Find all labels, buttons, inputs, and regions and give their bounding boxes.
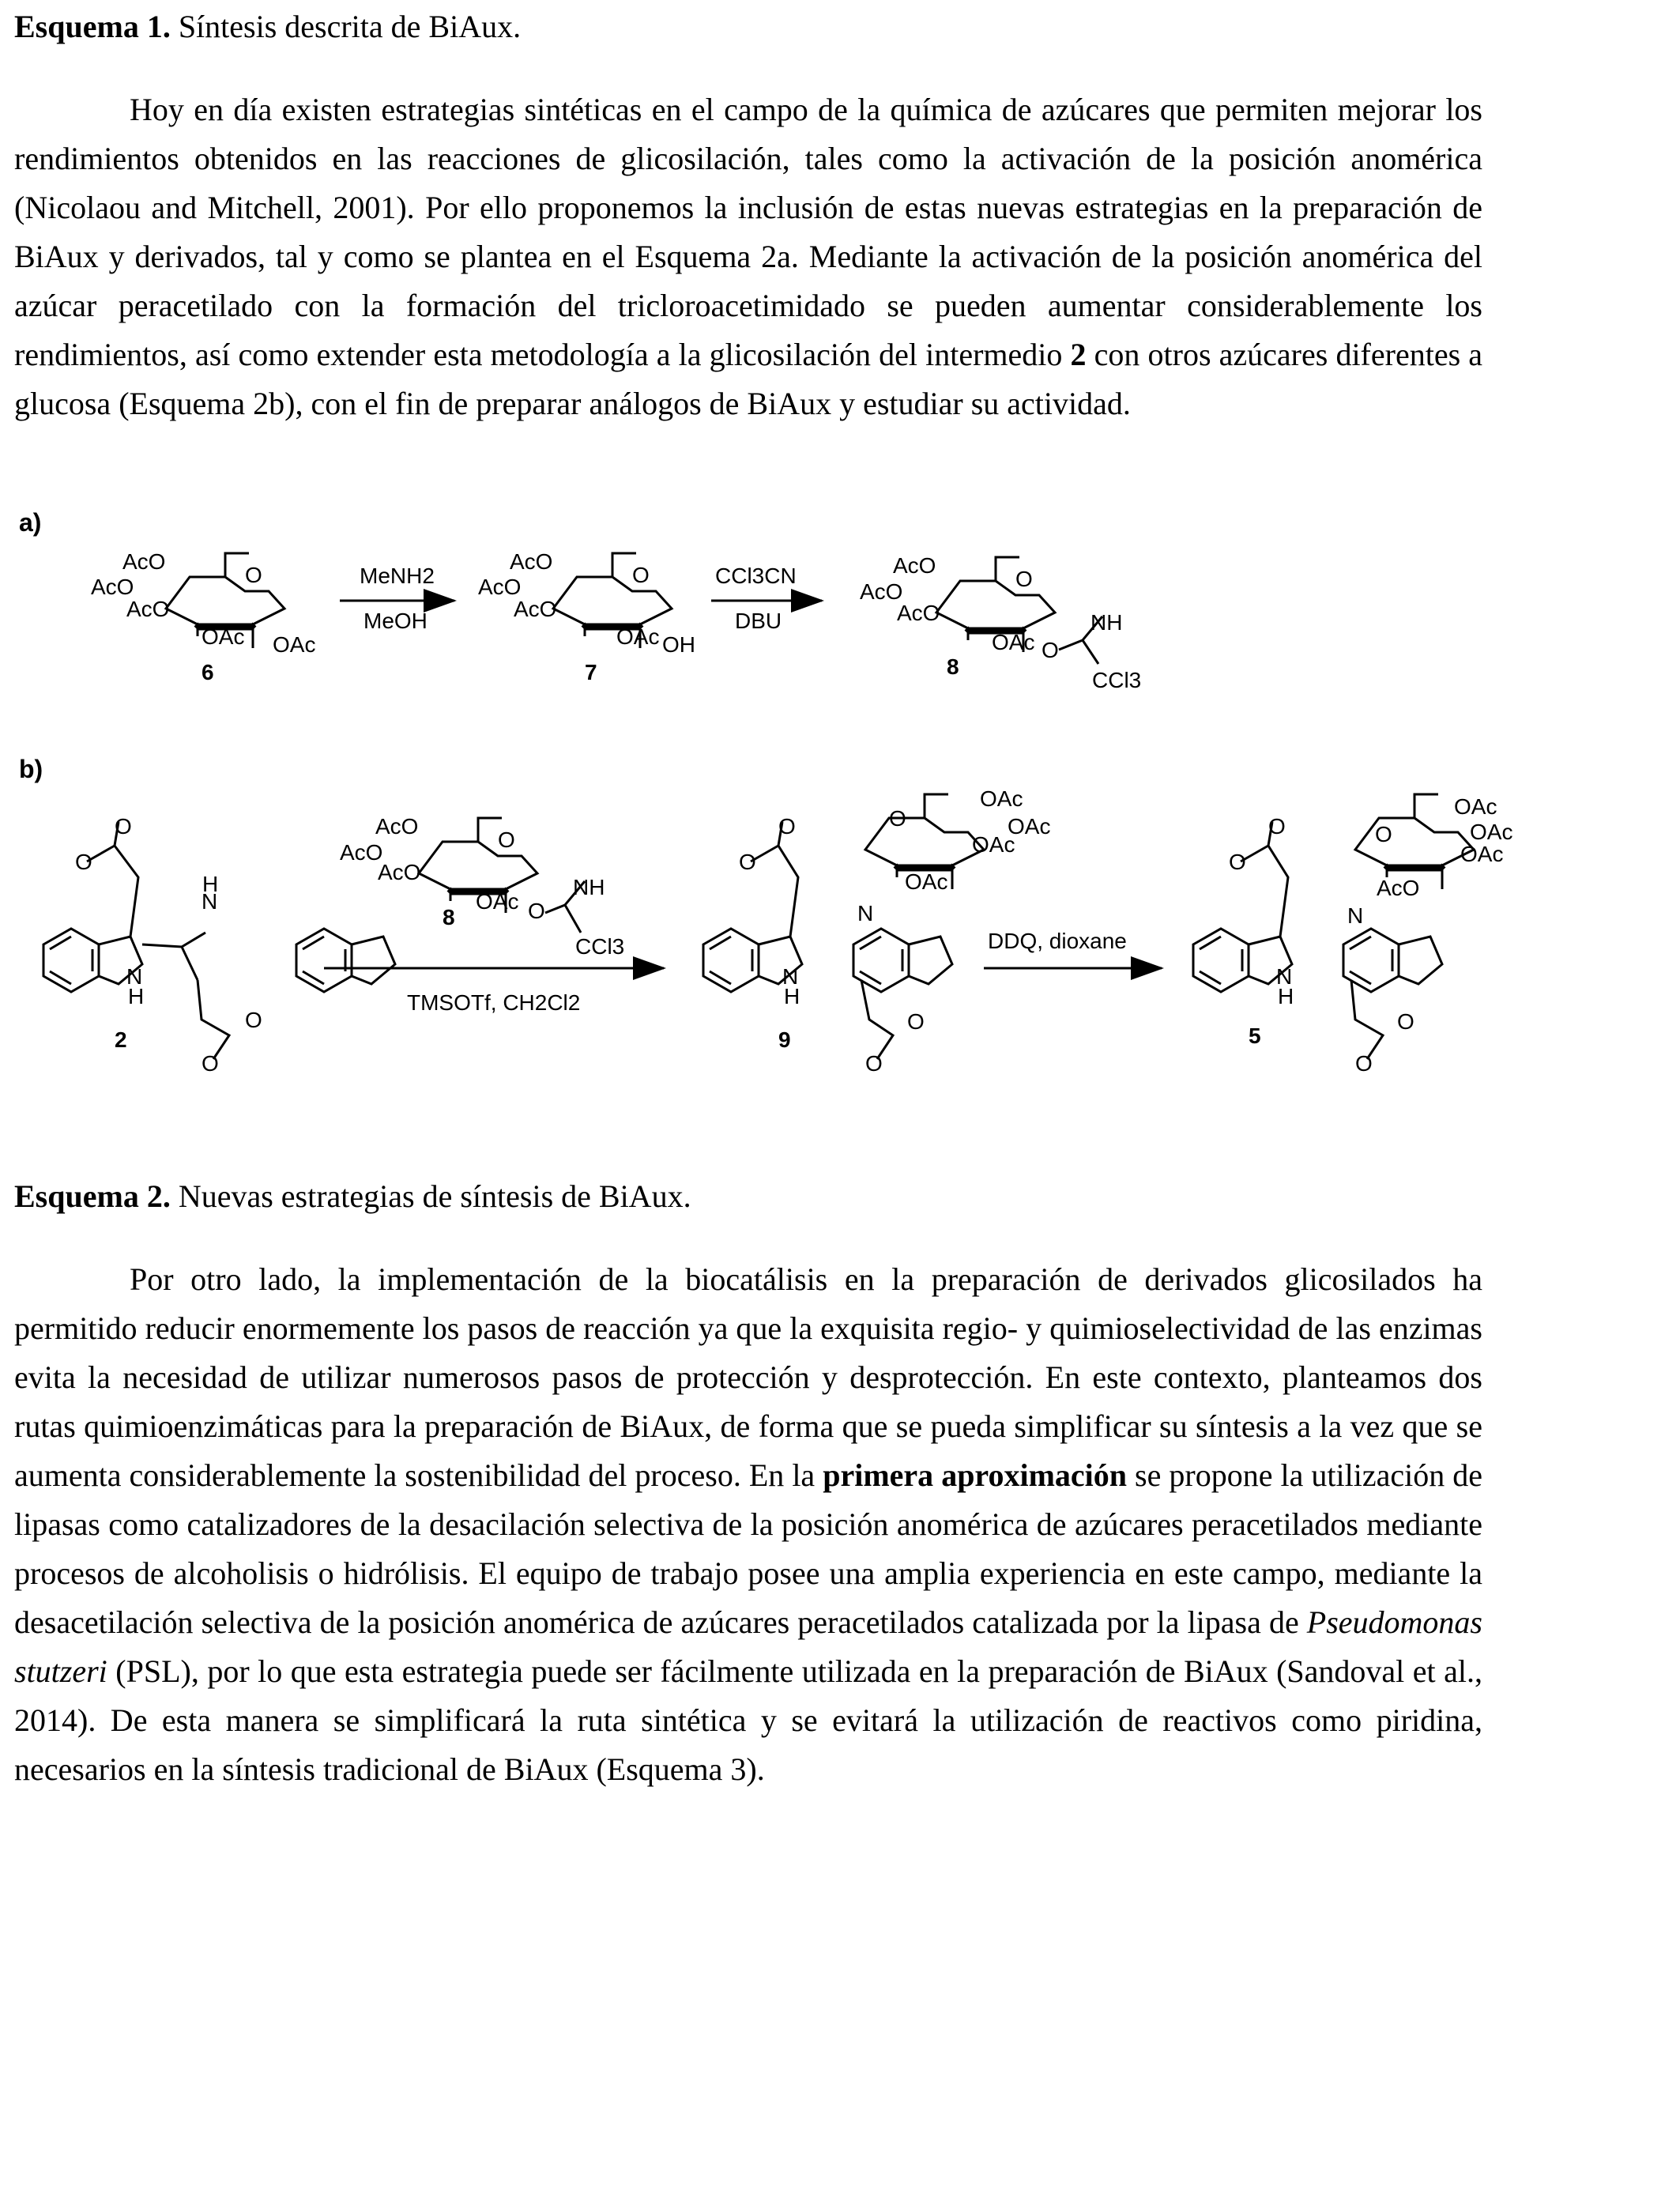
o-label: O xyxy=(1355,1051,1373,1076)
oac-label: OAc xyxy=(1470,820,1513,844)
ccl3-label: CCl3 xyxy=(575,934,625,959)
o-label: O xyxy=(1229,850,1246,874)
o-label: O xyxy=(907,1009,925,1034)
compound-2-label: 2 xyxy=(115,1027,127,1052)
oh-label: OH xyxy=(662,632,695,657)
aco-label: AcO xyxy=(340,840,383,865)
n-label: N xyxy=(1276,964,1293,989)
scheme1-title: Síntesis descrita de BiAux. xyxy=(178,9,522,44)
h-label: H xyxy=(1278,984,1294,1008)
ring-oxygen-label: O xyxy=(889,806,906,831)
panel-b-label: b) xyxy=(19,755,43,783)
paragraph-2-italic: Pseudomonas stutzeri xyxy=(14,1604,1482,1689)
paragraph-1-text: Hoy en día existen estrategias sintéticas en el campo de la química de azúcares que permiten mejorar los rendimientos obtenidos en las reacciones de glicosilación, tales como la activación de la posición anomérica (Nicolaou and Mitchell, 2001). Por ello proponemos la inclusión de estas nuevas estrategias en la preparación de BiAux y derivados, tal y como se plantea en el Esquema 2a. Mediante la activación de la posición anomérica del azúcar peracetilado con la formación del tricloroacetimidado se pueden aumentar considerablemente los rendimientos, así como extender esta metodología a la glicosilación del intermedio xyxy=(14,92,1482,372)
scheme1-label: Esquema 1. xyxy=(14,9,171,44)
oac-label: OAc xyxy=(1460,842,1504,866)
compound-8-label: 8 xyxy=(947,654,959,679)
oac-label: OAc xyxy=(1008,814,1051,839)
ring-oxygen-label: O xyxy=(498,827,515,852)
reagent-meoh: MeOH xyxy=(363,609,428,633)
h-label: H xyxy=(784,984,800,1008)
ring-oxygen-label: O xyxy=(245,563,262,587)
reagent-menh2: MeNH2 xyxy=(360,564,435,588)
ccl3-label: CCl3 xyxy=(1092,668,1142,692)
scheme1-caption xyxy=(14,8,521,46)
paragraph-1-end: con otros azúcares diferentes a glucosa (Esquema 2b), con el fin de preparar análogos de BiAux y estudiar su actividad. xyxy=(14,337,1483,421)
o-label: O xyxy=(865,1051,883,1076)
reagent-tmsotf: TMSOTf, CH2Cl2 xyxy=(407,990,581,1015)
o-label: O xyxy=(778,814,796,839)
ring-oxygen-label: O xyxy=(632,563,650,587)
n-label: N xyxy=(1347,903,1364,928)
paragraph-1 xyxy=(14,85,1482,428)
reagent-dbu: DBU xyxy=(735,609,782,633)
scheme2-title: Nuevas estrategias de síntesis de BiAux. xyxy=(178,1178,691,1214)
o-label: O xyxy=(528,899,545,923)
n-label: N xyxy=(202,889,218,914)
compound-5-label: 5 xyxy=(1249,1023,1261,1048)
oac-label: OAc xyxy=(972,832,1015,857)
aco-label: AcO xyxy=(375,814,419,839)
oac-label: OAc xyxy=(476,889,519,914)
h-label: H xyxy=(202,872,219,896)
o-label: O xyxy=(245,1008,262,1032)
nh-label: NH xyxy=(1090,610,1123,635)
paragraph-2-text-c: (PSL), por lo que esta estrategia puede ser fácilmente utilizada en la preparación de BiAux (Sandoval et al., 2014). De esta manera se simplificará la ruta sintética y se evitará la utilización de reactivos como piridina, necesarios en la síntesis tradicional de BiAux (Esquema 3). xyxy=(14,1653,1482,1787)
compound-8-reagent-label: 8 xyxy=(443,905,455,929)
oac-label: OAc xyxy=(992,630,1035,654)
ring-oxygen-label: O xyxy=(1015,567,1033,591)
o-label: O xyxy=(202,1051,219,1076)
h-label: H xyxy=(128,984,145,1008)
o-label: O xyxy=(1042,638,1059,662)
scheme2-caption xyxy=(14,1178,691,1216)
paragraph-1-bold: 2 xyxy=(1070,337,1087,372)
reagent-ddq: DDQ, dioxane xyxy=(988,929,1127,953)
o-label: O xyxy=(115,814,132,839)
aco-label: AcO xyxy=(514,597,557,621)
aco-label: AcO xyxy=(91,575,134,599)
aco-label: AcO xyxy=(478,575,522,599)
ring-oxygen-label: O xyxy=(1375,822,1392,846)
oac-label: OAc xyxy=(980,786,1023,811)
paragraph-2-text-a: Por otro lado, la implementación de la biocatálisis en la preparación de derivados glicosilados ha permitido reducir enormemente los pasos de reacción ya que la exquisita regio- y quimioselectividad de las enzimas evita la necesidad de utilizar numerosos pasos de protección y desprotección. En este contexto, planteamos dos rutas quimioenzimáticas para la preparación de BiAux, de forma que se pueda simplificar su síntesis a la vez que se aumenta considerablemente la sostenibilidad del proceso. En la xyxy=(14,1261,1482,1493)
o-label: O xyxy=(75,850,92,874)
n-label: N xyxy=(126,964,143,989)
aco-label: AcO xyxy=(510,549,553,574)
aco-label: AcO xyxy=(897,601,940,625)
n-label: N xyxy=(782,964,799,989)
n-label: N xyxy=(857,901,874,925)
nh-label: NH xyxy=(573,875,605,899)
o-label: O xyxy=(1397,1009,1414,1034)
aco-label: AcO xyxy=(378,860,421,884)
aco-label: AcO xyxy=(122,549,166,574)
paragraph-2 xyxy=(14,1255,1482,1794)
aco-label: AcO xyxy=(1377,876,1420,900)
scheme-2-diagram xyxy=(0,490,1680,1122)
paragraph-2-bold: primera aproximación xyxy=(823,1457,1128,1493)
o-label: O xyxy=(739,850,756,874)
aco-label: AcO xyxy=(126,597,170,621)
reagent-ccl3cn: CCl3CN xyxy=(715,564,797,588)
oac-label: OAc xyxy=(1454,794,1497,819)
oac-label: OAc xyxy=(202,624,245,649)
scheme2-label: Esquema 2. xyxy=(14,1178,171,1214)
panel-a-label: a) xyxy=(19,508,42,537)
oac-label: OAc xyxy=(905,869,948,894)
compound-7-label: 7 xyxy=(585,660,597,684)
o-label: O xyxy=(1268,814,1286,839)
paragraph-2-text-b: se propone la utilización de lipasas como catalizadores de la desacilación selectiva de la posición anomérica de azúcares peracetilados mediante procesos de alcoholisis o hidrólisis. El equipo de trabajo posee una amplia experiencia en este campo, mediante la desacetilación selectiva de la posición anomérica de azúcares peracetilados catalizada por la lipasa de xyxy=(14,1457,1482,1640)
compound-9-label: 9 xyxy=(778,1027,791,1052)
oac-label: OAc xyxy=(616,624,660,649)
oac-label: OAc xyxy=(273,632,316,657)
aco-label: AcO xyxy=(860,579,903,604)
compound-6-label: 6 xyxy=(202,660,214,684)
aco-label: AcO xyxy=(893,553,936,578)
